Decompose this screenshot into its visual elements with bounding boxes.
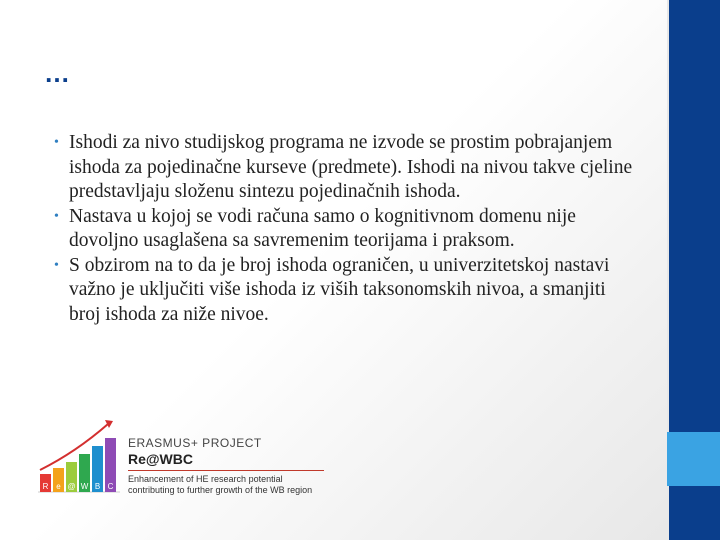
logo-bar-letter: W: [80, 482, 89, 491]
bullet-text: Ishodi za nivo studijskog programa ne izvode se prostim pobrajanjem ishoda za pojedinačne kurseve (predmete). Ishodi na nivou takve cjeline predstavljaju složenu sintezu pojedinačnih ishoda.: [69, 132, 633, 202]
logo-tagline-2: contributing to further growth of the WB region: [128, 485, 313, 495]
bullet-dot-icon: •: [54, 135, 59, 150]
logo-divider: [128, 470, 324, 471]
logo-text-block: [128, 436, 324, 496]
logo-bar-letter: @: [67, 482, 76, 491]
logo-tagline-1: Enhancement of HE research potential: [128, 474, 283, 484]
bullet-text: S obzirom na to da je broj ishoda ograničen, u univerzitetskoj nastavi važno je uključiti više ishoda iz viših taksonomskih nivoa, a smanjiti broj ishoda za niže nivoe.: [69, 254, 610, 325]
logo-bar-letter: R: [42, 482, 49, 491]
logo-bar-letter: e: [56, 482, 61, 491]
bullet-dot-icon: •: [54, 257, 59, 273]
bullet-dot-icon: •: [54, 208, 59, 224]
right-decor-band: [667, 0, 720, 540]
bullet-list: [54, 131, 634, 327]
logo-bar-letter: B: [94, 482, 101, 491]
bullet-item: [54, 205, 634, 254]
logo-bar-letter: C: [107, 482, 114, 491]
bullet-item: [54, 254, 634, 328]
slide-title: …: [44, 58, 71, 88]
logo-project-name: Re@WBC: [128, 451, 193, 467]
bullet-item: [54, 131, 634, 205]
band-accent-block: [667, 432, 720, 486]
logo-program-name: ERASMUS+ PROJECT: [128, 436, 262, 450]
bullet-text: Nastava u kojoj se vodi računa samo o kognitivnom domenu nije dovoljno usaglašena sa savremenim teorijama i praksom.: [69, 205, 576, 251]
